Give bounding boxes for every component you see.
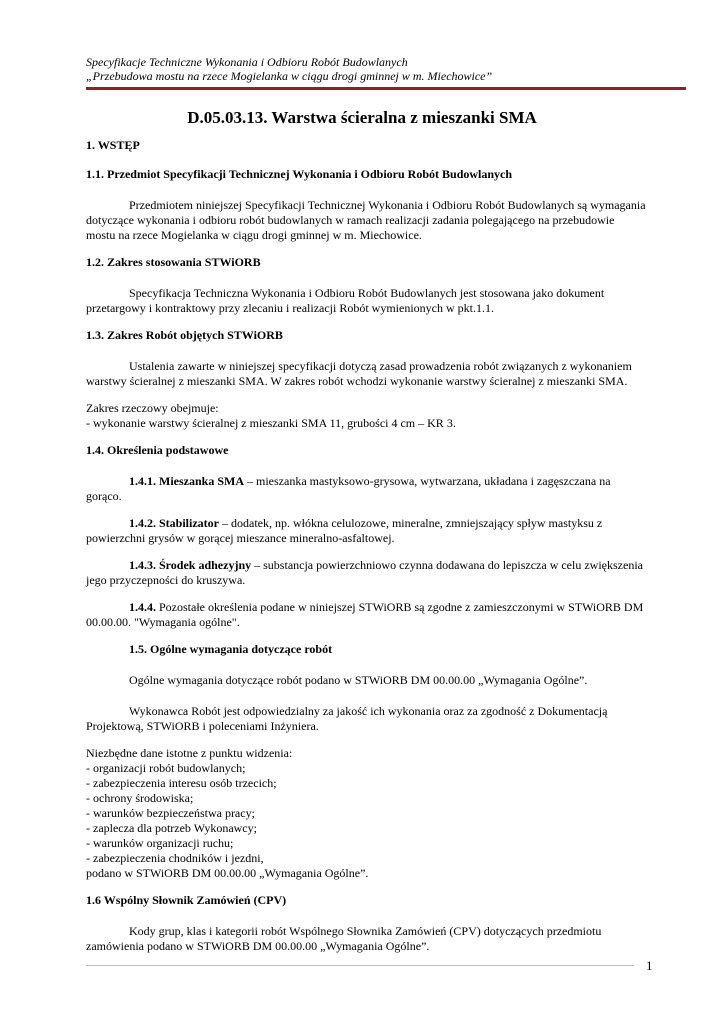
heading-1-4: 1.4. Określenia podstawowe: [86, 443, 229, 457]
definition-1-4-1: [86, 474, 646, 504]
scope-item: - wykonanie warstwy ścieralnej z mieszanki SMA 11, grubości 4 cm – KR 3.: [86, 416, 456, 430]
paragraph-1-3: Ustalenia zawarte w niniejszej specyfikacji dotyczą zasad prowadzenia robót związanych z wykonaniem warstwy ścieralnej z mieszanki SMA. W zakres robót wchodzi wykonanie warstwy ścieralnej z mieszanki SMA.: [86, 359, 632, 388]
list-item: - zaplecza dla potrzeb Wykonawcy;: [86, 821, 257, 835]
heading-1-5: 1.5. Ogólne wymagania dotyczące robót: [129, 642, 333, 656]
list-end: podano w STWiORB DM 00.00.00 „Wymagania Ogólne”.: [86, 866, 369, 880]
header-rule: [86, 87, 686, 90]
document-title: D.05.03.13. Warstwa ścieralna z mieszanki SMA: [187, 108, 537, 127]
list-label: Niezbędne dane istotne z punktu widzenia:: [86, 746, 293, 760]
definition-1-4-4: [86, 600, 646, 630]
scope-label: Zakres rzeczowy obejmuje:: [86, 401, 219, 415]
definition-term: 1.4.2. Stabilizator: [129, 516, 219, 530]
definition-term: 1.4.4.: [129, 600, 156, 614]
header-line-1: Specyfikacje Techniczne Wykonania i Odbioru Robót Budowlanych: [86, 55, 408, 69]
definition-text: – mieszanka mastyksowo-grysowa, wytwarzana, układana i zagęszczana na gorąco.: [86, 474, 611, 503]
paragraph-1-5-b: Wykonawca Robót jest odpowiedzialny za jakość ich wykonania oraz za zgodność z Dokumentacją Projektową, STWiORB i poleceniami Inżyniera.: [86, 704, 608, 733]
heading-1-1: 1.1. Przedmiot Specyfikacji Technicznej Wykonania i Odbioru Robót Budowlanych: [86, 167, 513, 181]
paragraph-1-6: Kody grup, klas i kategorii robót Wspólnego Słownika Zamówień (CPV) dotyczących przedmiotu zamówienia podano w STWiORB DM 00.00.00 „Wymagania Ogólne”.: [86, 924, 602, 953]
heading-1-2: 1.2. Zakres stosowania STWiORB: [86, 255, 261, 269]
footer-rule: [86, 965, 634, 966]
running-header: [86, 55, 492, 83]
definition-text: – substancja powierzchniowo czynna dodawana do lepiszcza w celu zwiększenia jego przyczepności do kruszywa.: [86, 558, 643, 587]
heading-1-3: 1.3. Zakres Robót objętych STWiORB: [86, 328, 283, 342]
list-item: - warunków organizacji ruchu;: [86, 836, 234, 850]
list-item: - zabezpieczenia chodników i jezdni,: [86, 851, 264, 865]
document-body: [86, 138, 646, 954]
paragraph-1-1: Przedmiotem niniejszej Specyfikacji Technicznej Wykonania i Odbioru Robót Budowlanych są wymagania dotyczące wykonania i odbioru robót budowlanych w ramach realizacji zadania polegającego na przebudowie mostu na rzece Mogielanka w ciągu drogi gminnej w m. Miechowice.: [86, 198, 646, 242]
heading-1-6: 1.6 Wspólny Słownik Zamówień (CPV): [86, 893, 287, 907]
heading-1: 1. WSTĘP: [86, 138, 140, 152]
list-item: - warunków bezpieczeństwa pracy;: [86, 806, 255, 820]
list-item: - organizacji robót budowlanych;: [86, 761, 246, 775]
paragraph-1-5-a: Ogólne wymagania dotyczące robót podano w STWiORB DM 00.00.00 „Wymagania Ogólne”.: [129, 673, 588, 687]
list-item: - zabezpieczenia interesu osób trzecich;: [86, 776, 277, 790]
definition-1-4-2: [86, 516, 646, 546]
definition-text: Pozostałe określenia podane w niniejszej STWiORB są zgodne z zamieszczonymi w STWiORB DM 00.00.00. "Wymagania ogólne".: [86, 600, 644, 629]
definition-term: 1.4.3. Środek adhezyjny: [129, 558, 252, 572]
header-line-2: „Przebudowa mostu na rzece Mogielanka w ciągu drogi gminnej w m. Miechowice”: [86, 69, 493, 83]
definition-1-4-3: [86, 558, 646, 588]
list-item: - ochrony środowiska;: [86, 791, 194, 805]
paragraph-1-2: Specyfikacja Techniczna Wykonania i Odbioru Robót Budowlanych jest stosowana jako dokument przetargowy i kontraktowy przy zlecaniu i realizacji Robót wymienionych w pkt.1.1.: [86, 286, 605, 315]
page-number: 1: [646, 958, 653, 973]
definition-term: 1.4.1. Mieszanka SMA: [129, 474, 244, 488]
definition-text: – dodatek, np. włókna celulozowe, mineralne, zmniejszający spływ mastyksu z powierzchni grysów w gorącej mieszance mineralno-asfaltowej.: [86, 516, 603, 545]
